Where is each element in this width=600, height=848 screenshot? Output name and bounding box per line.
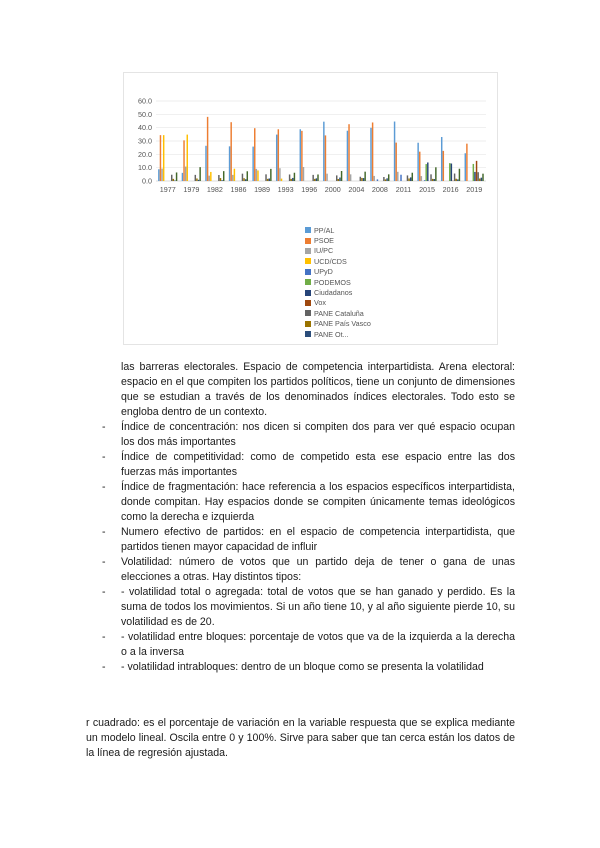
bar — [412, 173, 413, 181]
bar — [476, 161, 477, 181]
bar — [230, 122, 231, 181]
bar — [419, 152, 420, 181]
bar — [336, 175, 337, 181]
bar — [338, 179, 339, 181]
bar — [205, 146, 206, 181]
chart-legend — [305, 225, 425, 343]
index-bullet-list — [102, 420, 515, 675]
bullet-item — [102, 480, 515, 525]
bar — [160, 135, 161, 181]
bar — [245, 179, 246, 181]
x-tick-label: 2016 — [442, 185, 459, 194]
bar — [434, 179, 435, 181]
legend-swatch — [305, 300, 311, 306]
bar — [449, 163, 450, 181]
bar — [325, 135, 326, 181]
y-tick-label: 40.0 — [138, 123, 152, 133]
bullet-text: Numero efectivo de partidos: en el espacio de competencia interpartidista, que partidos tienen mayor capacidad de influir — [121, 526, 515, 553]
bar — [386, 178, 387, 181]
x-tick-label: 2004 — [348, 185, 365, 194]
legend-swatch — [305, 331, 311, 337]
bullet-text: - volatilidad intrabloques: dentro de un bloque como se presenta la volatilidad — [121, 661, 484, 673]
bullet-dash: - — [102, 526, 106, 538]
legend-entry — [305, 235, 425, 245]
bullet-text: - volatilidad entre bloques: porcentaje de votos que va de la izquierda a la derecha o a la inversa — [121, 631, 515, 658]
legend-swatch — [305, 321, 311, 327]
bar — [269, 178, 270, 181]
r-squared-text: r cuadrado: es el porcentaje de variación en la variable respuesta que se explica mediante un modelo lineal. Oscila entre 0 y 100%. Sirve para saber que tan cerca están los datos de la línea de regresión ajustada. — [86, 717, 515, 759]
legend-swatch — [305, 227, 311, 233]
bar — [361, 178, 362, 181]
bar — [454, 174, 455, 181]
bar — [254, 128, 255, 181]
legend-label: PSOE — [314, 236, 334, 246]
legend-entry — [305, 246, 425, 256]
bar — [270, 169, 271, 181]
y-tick-label: 60.0 — [138, 96, 152, 106]
bullet-item — [102, 525, 515, 555]
legend-entry — [305, 329, 425, 339]
bar — [303, 167, 304, 181]
bar — [432, 179, 433, 181]
legend-label: PANE Cataluña — [314, 308, 364, 318]
bar — [265, 174, 266, 181]
bar — [199, 167, 200, 181]
bar — [289, 174, 290, 181]
bar — [479, 178, 480, 181]
bar — [229, 146, 230, 181]
bullet-dash: - — [102, 631, 106, 643]
bar — [350, 174, 351, 181]
bar — [294, 173, 295, 181]
bar — [242, 174, 243, 181]
bar — [267, 179, 268, 181]
bullet-item — [102, 555, 515, 585]
bar — [441, 137, 442, 181]
bullet-text: Volatilidad: número de votos que un partido deja de tener o gana de unas elecciones a otras. Hay distintos tipos: — [121, 556, 515, 583]
bullet-item — [102, 660, 515, 675]
bar — [455, 179, 456, 181]
x-tick-label: 2008 — [371, 185, 388, 194]
bar — [383, 177, 384, 181]
x-tick-label: 1993 — [277, 185, 294, 194]
bar — [256, 169, 257, 181]
bar — [360, 177, 361, 181]
legend-entry — [305, 277, 425, 287]
bar — [279, 168, 280, 181]
bullet-dash: - — [102, 556, 106, 568]
bar — [247, 171, 248, 181]
bar — [221, 180, 222, 181]
bar — [176, 172, 177, 181]
bar — [400, 175, 401, 181]
legend-swatch — [305, 290, 311, 296]
bullet-text: - volatilidad total o agregada: total de votos que se han ganado y perdido. Es la suma de todos los movimientos. Si un año tiene 10, y al año siguiente pierde 10, su volatilidad es de 20. — [121, 586, 515, 628]
bar — [417, 143, 418, 181]
x-tick-label: 1996 — [301, 185, 318, 194]
legend-label: UPyD — [314, 267, 333, 277]
y-tick-label: 0.0 — [142, 176, 152, 186]
bar — [397, 172, 398, 181]
y-tick-label: 20.0 — [138, 149, 152, 159]
legend-label: IU/PC — [314, 246, 334, 256]
bar — [410, 177, 411, 181]
bar — [370, 128, 371, 181]
bar — [424, 180, 425, 181]
legend-swatch — [305, 258, 311, 264]
bar — [443, 151, 444, 181]
bar — [301, 131, 302, 181]
legend-label: UCD/CDS — [314, 256, 347, 266]
bar — [278, 129, 279, 181]
legend-label: PODEMOS — [314, 277, 351, 287]
bar — [457, 179, 458, 181]
x-tick-label: 2011 — [395, 185, 412, 194]
bar — [208, 176, 209, 181]
bullet-item — [102, 420, 515, 450]
bar — [373, 176, 374, 181]
r-squared-paragraph — [86, 716, 515, 761]
legend-label: PP/AL — [314, 225, 335, 235]
bar — [218, 175, 219, 181]
bar — [421, 176, 422, 181]
bar — [407, 175, 408, 181]
bar — [372, 122, 373, 181]
legend-label: PANE Ot... — [314, 329, 349, 339]
y-tick-label: 50.0 — [138, 109, 152, 119]
legend-swatch — [305, 269, 311, 275]
bar — [174, 180, 175, 181]
x-tick-label: 1986 — [230, 185, 247, 194]
bullet-dash: - — [102, 661, 106, 673]
bar — [451, 164, 452, 181]
legend-entry — [305, 256, 425, 266]
bar — [207, 117, 208, 181]
x-tick-label: 1979 — [183, 185, 200, 194]
bullet-text: Índice de concentración: nos dicen si compiten dos para ver qué espacio ocupan los dos más importantes — [121, 421, 515, 448]
bar — [158, 169, 159, 181]
bar — [430, 174, 431, 181]
bar — [183, 140, 184, 181]
legend-label: PANE País Vasco — [314, 319, 371, 329]
intro-paragraph — [121, 360, 515, 420]
bar — [290, 179, 291, 181]
bar — [252, 147, 253, 181]
y-tick-label: 10.0 — [138, 163, 152, 173]
x-tick-label: 2000 — [324, 185, 341, 194]
legend-swatch — [305, 310, 311, 316]
bar — [482, 174, 483, 181]
bar — [341, 171, 342, 181]
bar — [257, 170, 258, 181]
bullet-dash: - — [102, 421, 106, 433]
bar — [163, 135, 164, 181]
bar — [363, 178, 364, 181]
bar — [323, 122, 324, 181]
bar — [300, 129, 301, 181]
bar — [243, 178, 244, 181]
bar — [326, 174, 327, 181]
bar — [425, 164, 426, 181]
intro-text: las barreras electorales. Espacio de competencia interpartidista. Arena electoral: espacio en el que compiten los partidos políticos, tiene un conjunto de dimensiones que se estudian a través de los denominados índices electorales. Todo esto se engloba dentro de un contexto. — [121, 361, 515, 418]
legend-label: Vox — [314, 298, 326, 308]
bar — [187, 135, 188, 181]
legend-entry — [305, 225, 425, 235]
legend-entry — [305, 267, 425, 277]
legend-swatch — [305, 279, 311, 285]
bullet-item — [102, 630, 515, 660]
bar — [312, 175, 313, 181]
bar — [281, 179, 282, 181]
bar — [223, 171, 224, 181]
bar — [173, 179, 174, 181]
y-tick-label: 30.0 — [138, 136, 152, 146]
bar — [388, 174, 389, 181]
bar — [161, 169, 162, 181]
bar — [395, 143, 396, 181]
x-tick-label: 1977 — [159, 185, 176, 194]
bar — [314, 179, 315, 181]
bullet-item — [102, 585, 515, 630]
bar — [473, 164, 474, 181]
x-tick-label: 2015 — [419, 185, 436, 194]
bar — [198, 180, 199, 181]
x-tick-label: 1982 — [206, 185, 223, 194]
bar — [474, 172, 475, 181]
legend-entry — [305, 298, 425, 308]
bar — [292, 178, 293, 181]
legend-swatch — [305, 248, 311, 254]
bar — [364, 172, 365, 181]
bar — [394, 122, 395, 181]
bar — [459, 169, 460, 181]
bar — [435, 167, 436, 181]
bar — [195, 175, 196, 181]
bar — [385, 179, 386, 181]
bar — [182, 173, 183, 181]
bar — [317, 174, 318, 181]
bullet-text: Índice de competitividad: como de competido esta ese espacio entre las dos fuerzas más importantes — [121, 451, 515, 478]
bar — [171, 175, 172, 181]
bar — [466, 144, 467, 181]
bar — [339, 178, 340, 181]
bullet-dash: - — [102, 481, 106, 493]
bar — [465, 153, 466, 181]
bar — [232, 175, 233, 181]
bar — [481, 178, 482, 181]
legend-entry — [305, 287, 425, 297]
bar — [316, 178, 317, 181]
bar — [347, 131, 348, 181]
x-tick-label: 1989 — [254, 185, 271, 194]
legend-entry — [305, 319, 425, 329]
bullet-dash: - — [102, 586, 106, 598]
bar — [234, 169, 235, 181]
bar — [408, 178, 409, 181]
bullet-item — [102, 450, 515, 480]
bar — [427, 162, 428, 181]
bar — [210, 172, 211, 181]
x-tick-label: 2019 — [466, 185, 483, 194]
vote-share-chart — [123, 72, 498, 345]
bar — [220, 178, 221, 181]
legend-entry — [305, 308, 425, 318]
bar — [377, 179, 378, 181]
bar — [196, 178, 197, 181]
legend-label: Ciudadanos — [314, 288, 353, 298]
bar — [477, 172, 478, 181]
bar — [348, 124, 349, 181]
bullet-text: Índice de fragmentación: hace referencia a los espacios específicos interpartidista, donde compitan. Hay espacios donde se compiten únicamente temas ideológicos como la derecha e izquierda — [121, 481, 515, 523]
bullet-dash: - — [102, 451, 106, 463]
bar — [276, 135, 277, 181]
legend-swatch — [305, 238, 311, 244]
bar — [185, 167, 186, 181]
